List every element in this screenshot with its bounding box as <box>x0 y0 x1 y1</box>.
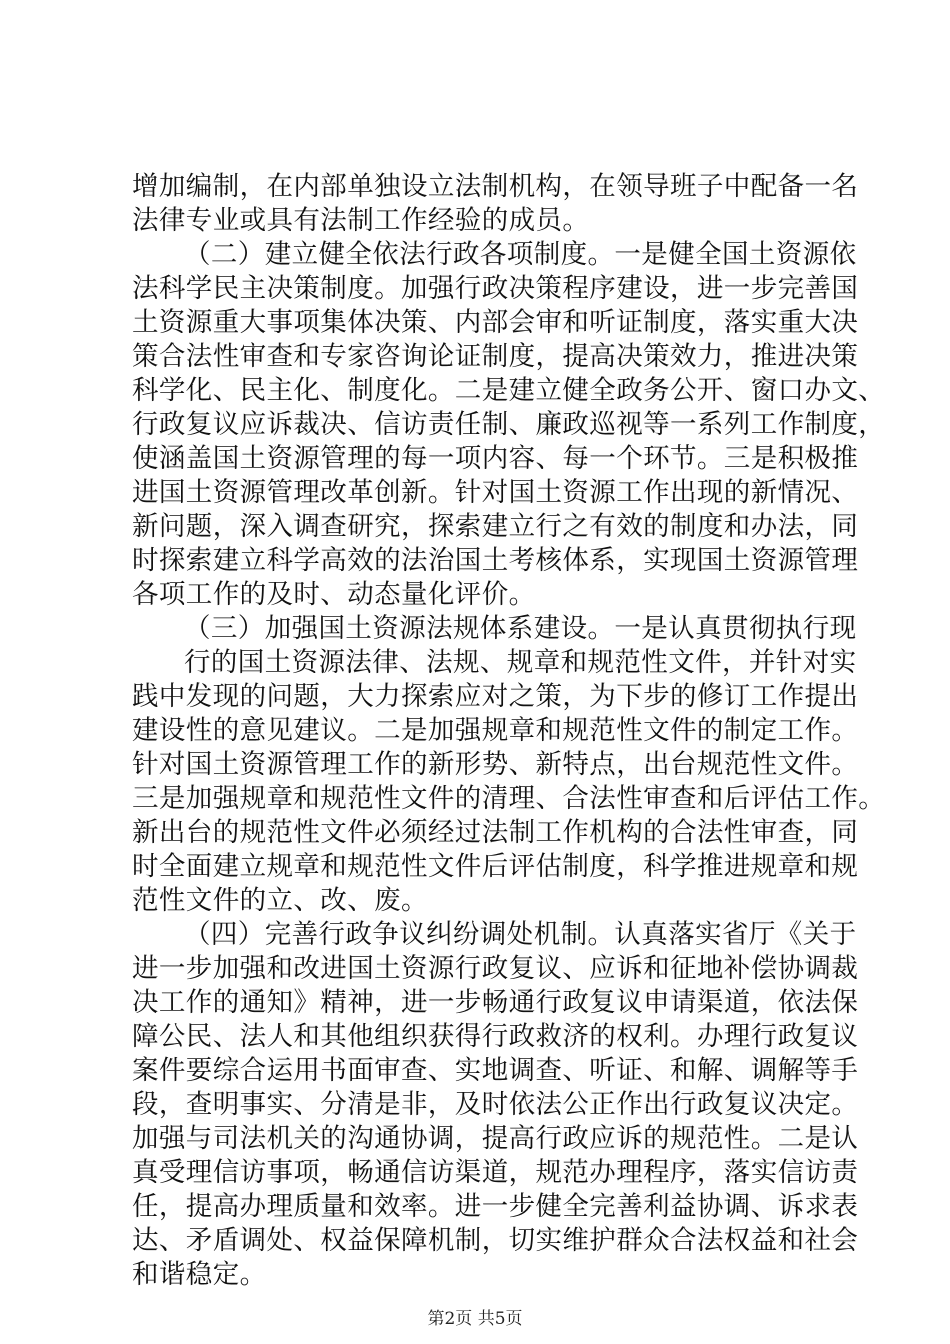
text-line: 进一步加强和改进国土资源行政复议、应诉和征地补偿协调裁 <box>132 953 859 984</box>
text-line: 案件要综合运用书面审查、实地调查、听证、和解、调解等手 <box>132 1055 859 1086</box>
text-line: 新出台的规范性文件必须经过法制工作机构的合法性审查，同 <box>132 817 859 848</box>
paragraph-heading-2: （二）建立健全依法行政各项制度。一是健全国土资源依 <box>184 239 857 270</box>
text-line: 三是加强规章和规范性文件的清理、合法性审查和后评估工作。 <box>132 783 886 814</box>
text-line: 新问题，深入调查研究，探索建立行之有效的制度和办法，同 <box>132 511 859 542</box>
text-line: 行政复议应诉裁决、信访责任制、廉政巡视等一系列工作制度， <box>132 409 886 440</box>
paragraph-heading-3: （三）加强国土资源法规体系建设。一是认真贯彻执行现 <box>184 613 857 644</box>
paragraph-heading-4: （四）完善行政争议纠纷调处机制。认真落实省厅《关于 <box>184 919 857 950</box>
text-line: 策合法性审查和专家咨询论证制度，提高决策效力，推进决策 <box>132 341 859 372</box>
text-line: 各项工作的及时、动态量化评价。 <box>132 579 536 610</box>
text-line: 行的国土资源法律、法规、规章和规范性文件，并针对实 <box>184 647 857 678</box>
text-line: 范性文件的立、改、废。 <box>132 885 428 916</box>
text-line: 加强与司法机关的沟通协调，提高行政应诉的规范性。二是认 <box>132 1123 859 1154</box>
text-line: 时探索建立科学高效的法治国土考核体系，实现国土资源管理 <box>132 545 859 576</box>
text-line: 决工作的通知》精神，进一步畅通行政复议申请渠道，依法保 <box>132 987 859 1018</box>
text-line: 达、矛盾调处、权益保障机制，切实维护群众合法权益和社会 <box>132 1225 859 1256</box>
text-line: 践中发现的问题，大力探索应对之策，为下步的修订工作提出 <box>132 681 859 712</box>
text-line: 增加编制，在内部单独设立法制机构，在领导班子中配备一名 <box>132 171 859 202</box>
text-line: 段，查明事实、分清是非，及时依法公正作出行政复议决定。 <box>132 1089 859 1120</box>
text-line: 使涵盖国土资源管理的每一项内容、每一个环节。三是积极推 <box>132 443 859 474</box>
text-line: 时全面建立规章和规范性文件后评估制度，科学推进规章和规 <box>132 851 859 882</box>
text-line: 法律专业或具有法制工作经验的成员。 <box>132 205 590 236</box>
page-footer: 第2页 共5页 <box>427 1309 523 1329</box>
text-line: 任，提高办理质量和效率。进一步健全完善利益协调、诉求表 <box>132 1191 859 1222</box>
text-line: 土资源重大事项集体决策、内部会审和听证制度，落实重大决 <box>132 307 859 338</box>
text-line: 建设性的意见建议。二是加强规章和规范性文件的制定工作。 <box>132 715 859 746</box>
text-line: 真受理信访事项，畅通信访渠道，规范办理程序，落实信访责 <box>132 1157 859 1188</box>
text-line: 法科学民主决策制度。加强行政决策程序建设，进一步完善国 <box>132 273 859 304</box>
text-line: 障公民、法人和其他组织获得行政救济的权利。办理行政复议 <box>132 1021 859 1052</box>
text-line: 进国土资源管理改革创新。针对国土资源工作出现的新情况、 <box>132 477 859 508</box>
text-line: 科学化、民主化、制度化。二是建立健全政务公开、窗口办文、 <box>132 375 886 406</box>
text-line: 针对国土资源管理工作的新形势、新特点，出台规范性文件。 <box>132 749 859 780</box>
text-line: 和谐稳定。 <box>132 1259 267 1290</box>
